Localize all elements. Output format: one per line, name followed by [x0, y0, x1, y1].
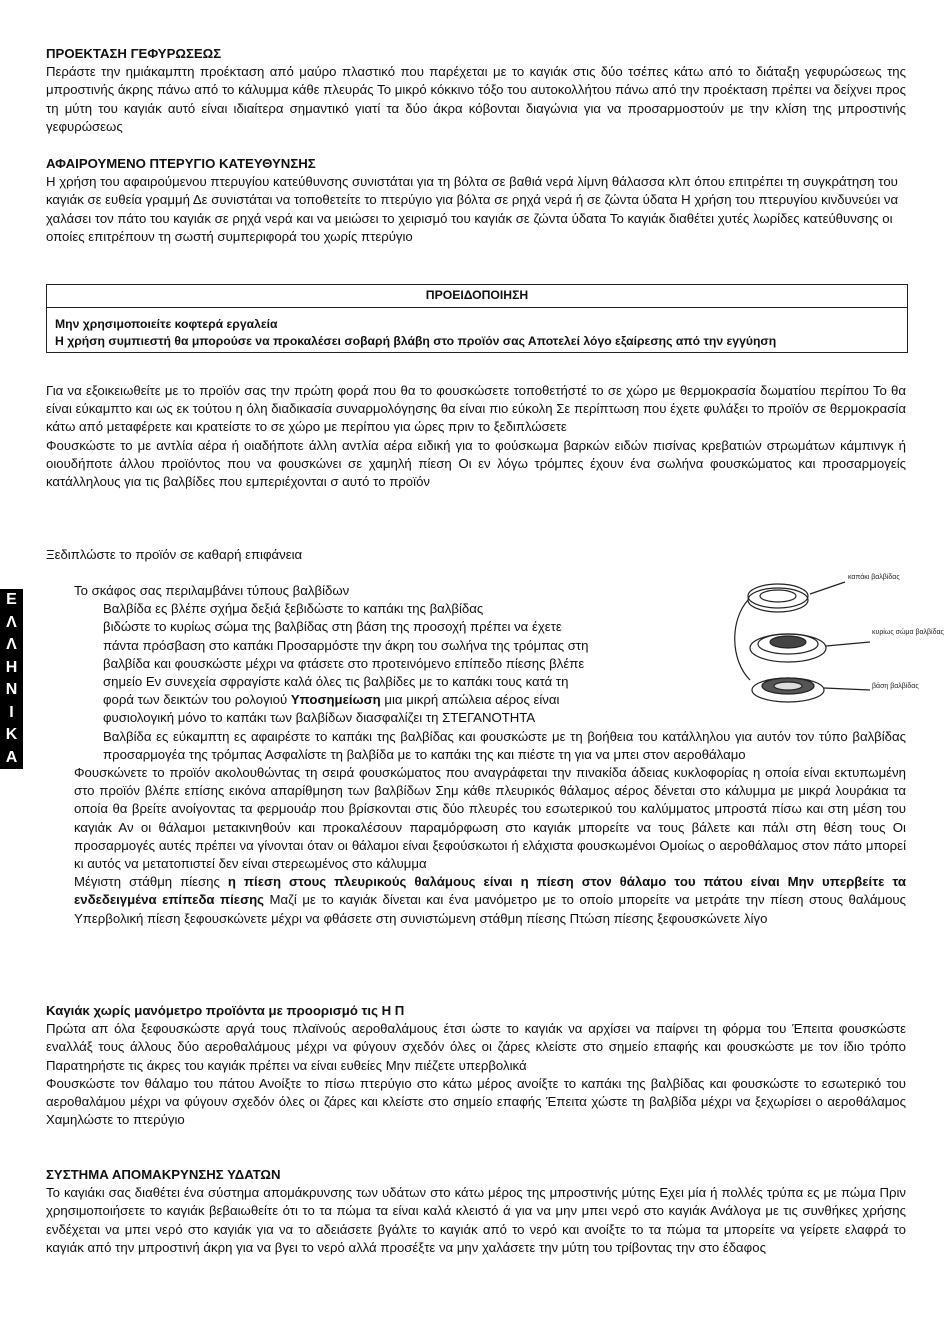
side-tab-letter: Κ: [5, 726, 18, 744]
valve-type1-line: βαλβίδα και φουσκώστε μέχρι να φτάσετε στο προτεινόμενο επίπεδο πίεσης βλέπε: [103, 655, 585, 671]
section-paragraph: Φουσκώστε τον θάλαμο του πάτου Ανοίξτε το πίσω πτερύγιο στο κάτω μέρος ανοίξτε το καπάκι της βαλβίδας και φουσκώστε το εσωτερικό του αεροθαλάμου μέχρι να φύγουν σχεδόν όλες οι ζάρες και κλείστε στο σημείο επαφής Έπειτα χώστε τη βαλβίδα μέχρι να ξεχωρίσει ο αεροθάλαμος Χαμηλώστε το πτερύγιο: [46, 1075, 906, 1128]
section-paragraph: Πρώτα απ όλα ξεφουσκώστε αργά τους πλαϊνούς αεροθαλάμους έτσι ώστε το καγιάκ να αρχίσει να παίρνει τη φόρμα του Έπειτα φουσκώστε εναλλάξ τους άλλους δύο αεροθαλάμους μέχρι να φύγουν σχεδόν όλες οι ζάρες κλείστε στο σημείο επαφής και φουσκώστε με τον ίδιο τρόπο Παρατηρήστε τις άκρες του καγιάκ πρέπει να είναι ευθείες Μην πιέζετε υπερβολικά: [46, 1021, 906, 1073]
section-unfold: [46, 546, 906, 564]
language-side-tab: [0, 589, 23, 769]
note-text: φορά των δεικτών του ρολογιού: [103, 692, 291, 708]
inflation-sequence: Φουσκώνετε το προϊόν ακολουθώντας τη σειρά φουσκώματος που αναγράφεται την πινακίδα άδειας κυκλοφορίας η οποία είναι εκτυπωμένη στο προϊόν βλέπε επίσης εικόνα απαρίθμηση των βαλβίδων Σημ κάθε πλευρικός θάλαμος αέρος δένεται στο κάλυμμα με μικρά λουράκια τα οποία θα βρείτε ανοίγοντας τα φερμουάρ που βρίσκονται στις δύο πλευρές του εσωτερικού του καλύμματος μπροστά πίσω και στη μέση του καγιάκ Αν οι θάλαμοι μετακινηθούν και προκαλέσουν παραμόρφωση στο καγιάκ μπορείτε να τους βάλετε και πάλι στη θέση τους Οι προσαρμογές αυτές πρέπει να γίνονται όταν οι θάλαμοι είναι ξεφούσκωτοι ή ελάχιστα φουσκωμένοι Ομοίως ο αεροθάλαμος στον πάτο μπορεί κι αυτός να μετατοπιστεί δεν είναι στερεωμένος στο κάλυμμα: [74, 765, 906, 872]
section-bridge-extension: [46, 45, 906, 136]
pressure-text: Μαζί με το καγιάκ δίνεται και ένα μανόμετρο με το οποίο μπορείτε να μετράτε την πίεση στους θαλάμους Υπερβολική πίεση ξεφουσκώνετε μέχρι να φθάσετε στη συνιστώμενη στάθμη πίεσης Πτώση πίεσης ξεφουσκώνετε λίγο: [74, 892, 906, 926]
label-valve-base: βάση βαλβίδας: [872, 683, 919, 690]
valve-type1-line: Βαλβίδα ες βλέπε σχήμα δεξιά ξεβιδώστε το καπάκι της βαλβίδας: [103, 601, 484, 617]
unfold-text: Ξεδιπλώστε το προϊόν σε καθαρή επιφάνεια: [46, 547, 303, 562]
side-tab-letter: Η: [5, 658, 18, 676]
valve-type1: [74, 600, 906, 764]
note-label: Υποσημείωση: [290, 692, 381, 708]
warning-line: Μην χρησιμοποιείτε κοφτερά εργαλεία: [55, 317, 278, 331]
note-text: μια μικρή απώλεια αέρος είναι: [380, 692, 560, 708]
side-tab-letter: Λ: [6, 613, 17, 631]
side-tab-letter: Ε: [6, 591, 17, 609]
pressure-bold: η πίεση στους πλευρικούς θαλάμους είναι η πίεση στον θάλαμο του πάτου είναι Μην υπερβείτε τα ενδεδειγμένα επίπεδα πίεσης: [74, 874, 906, 908]
pressure-paragraph: [74, 873, 906, 928]
pressure-text: Μέγιστη στάθμη πίεσης: [74, 874, 228, 890]
valve-type1-line: σημείο Εν συνεχεία σφραγίστε καλά όλες τις βαλβίδες με το καπάκι τους κατά τη: [103, 674, 569, 690]
section-heading: ΣΥΣΤΗΜΑ ΑΠΟΜΑΚΡΥΝΣΗΣ ΥΔΑΤΩΝ: [46, 1167, 281, 1182]
section-heading: ΑΦΑΙΡΟΥΜΕΝΟ ΠΤΕΡΥΓΙΟ ΚΑΤΕΥΘΥΝΣΗΣ: [46, 156, 316, 171]
side-tab-letter: Ι: [9, 703, 14, 721]
section-no-gauge: [46, 1002, 906, 1129]
valves-intro: Το σκάφος σας περιλαμβάνει τύπους βαλβίδων: [74, 583, 350, 598]
pump-paragraph: Φουσκώστε το με αντλία αέρα ή οιαδήποτε άλλη αντλία αέρα ειδική για το φούσκωμα βαρκών ειδών πισίνας κρεβατιών στρωμάτων κάμπινγκ ή οιουδήποτε άλλου προϊόντος που να φουσκώνει σε χαμηλή πίεση Οι εν λόγω τρόμπες έχουν ένα σωλήνα φουσκώματος και προσαρμογείς κατάλληλους για τις βαλβίδες που εμπεριέχονται σ αυτό το προϊόν: [46, 437, 906, 490]
section-paragraph: Η χρήση του αφαιρούμενου πτερυγίου κατεύθυνσης συνιστάται για τη βόλτα σε βαθιά νερά λίμνη θάλασσα κλπ όπου επιτρέπει τη συγκράτηση του καγιάκ σε ευθεία γραμμή Δε συνιστάται να τοποθετείτε το πτερύγιο για βόλτα σε ρηχά νερά ή σε ζώντα ύδατα Η χρήση του πτερυγίου κινδυνεύει να χαλάσει τον πάτο του καγιάκ σε ρηχά νερά και να μειώσει το χειρισμό του καγιάκ σε ζώντα ύδατα Το καγιάκ διαθέτει χυτές λωρίδες κατεύθυνσης οι οποίες επιτρέπουν τη σωστή συμπεριφορά του χωρίς πτερύγιο: [46, 174, 899, 244]
valve-type2: Βαλβίδα ες εύκαμπτη ες αφαιρέστε το καπάκι της βαλβίδας και φουσκώστε με τη βοήθεια του κατάλληλου για αυτόν τον τύπο βαλβίδας προσαρμογέα της τρόμπας Ασφαλίστε τη βαλβίδα με το καπάκι της και πιέστε τη για να μπει στον αεροθάλαμο: [103, 728, 906, 762]
label-valve-body: κυρίως σώμα βαλβίδας: [872, 629, 944, 636]
side-tab-letter: Ν: [5, 681, 18, 699]
section-heading: ΠΡΟΕΚΤΑΣΗ ΓΕΦΥΡΩΣΕΩΣ: [46, 46, 222, 61]
valve-type1-line: φυσιολογική μόνο το καπάκι των βαλβίδων διασφαλίζει τη ΣΤΕΓΑΝΟΤΗΤΑ: [103, 710, 536, 726]
section-removable-fin: [46, 155, 906, 246]
side-tab-letter: Λ: [6, 636, 17, 654]
warning-box: [46, 284, 908, 353]
warning-title: ΠΡΟΕΙΔΟΠΟΙΗΣΗ: [47, 285, 907, 308]
section-valves: [74, 582, 906, 928]
section-drain-system: [46, 1166, 906, 1257]
warning-line: Η χρήση συμπιεστή θα μπορούσε να προκαλέσει σοβαρή βλάβη στο προϊόν σας Αποτελεί λόγο εξαίρεσης από την εγγύηση: [55, 334, 777, 348]
warning-body: [47, 308, 907, 352]
valve-type1-note: [103, 691, 721, 709]
valve-type1-line: πάντα πρόσβαση στο καπάκι Προσαρμόστε την άκρη του σωλήνα της τρόμπας στη: [103, 637, 589, 653]
setup-paragraph: Για να εξοικειωθείτε με το προϊόν σας την πρώτη φορά που θα το φουσκώσετε τοποθετήστέ το σε χώρο με θερμοκρασία δωματίου περίπου Το θα είναι εύκαμπτο και ως εκ τούτου η όλη διαδικασία συναρμολόγησης θα είναι πιο εύκολη Σε περίπτωση που έχετε φυλάξει το προϊόν σε θερμοκρασία κάτω από μεταφέρετε και κρατείστε το σε χώρο με περίπου για ώρες πριν το ξεδιπλώσετε: [46, 383, 906, 435]
label-valve-cap: καπάκι βαλβίδας: [848, 574, 900, 581]
section-heading: Καγιάκ χωρίς μανόμετρο προϊόντα με προορισμό τις Η Π: [46, 1003, 405, 1018]
section-paragraph: Περάστε την ημιάκαμπτη προέκταση από μαύρο πλαστικό που παρέχεται με το καγιάκ στις δύο τσέπες κάτω από το διάταξη γεφυρώσεως της μπροστινής άκρης πάνω από το κάλυμμα κάθε πλευράς Το μικρό κόκκινο τόξο του αυτοκολλήτου πάνω από την προέκταση πρέπει να δείχνει προς τη μύτη του καγιάκ αυτό είναι ιδιαίτερα σημαντικό γιατί τα δύο άκρα κόβονται διαγώνια για να προσαρμοστούν με την κλίση της μπροστινής γεφυρώσεως: [46, 64, 906, 134]
valve-type1-line: βιδώστε το κυρίως σώμα της βαλβίδας στη βάση της προσοχή πρέπει να έχετε: [103, 619, 562, 635]
side-tab-letter: Α: [5, 748, 18, 766]
section-paragraph: Το καγιάκι σας διαθέτει ένα σύστημα απομάκρυνσης των υδάτων στο κάτω μέρος της μπροστινής μύτης Εχει μία ή πολλές τρύπα ες με πώμα Πριν χρησιμοποιήσετε το καγιάκ βεβαιωθείτε ότι το τα πώμα τα είναι καλά κλειστό ά για να μην μπει νερό στο καγιάκ Ανάλογα με τις συνθήκες χρήσης ενδέχεται να μπει νερό στο καγιάκ για να το αδειάσετε βγάλτε το καγιάκ από το νερό και ανοίξτε το τα πώμα τα μπορείτε να γείρετε ελαφρά το καγιάκ από την μπροστινή άκρη για να βγει το νερό αλλά προσέξτε να μην χαλάσετε την μύτη του τρίβοντας την στο έδαφος: [46, 1185, 906, 1255]
section-setup: [46, 382, 906, 491]
